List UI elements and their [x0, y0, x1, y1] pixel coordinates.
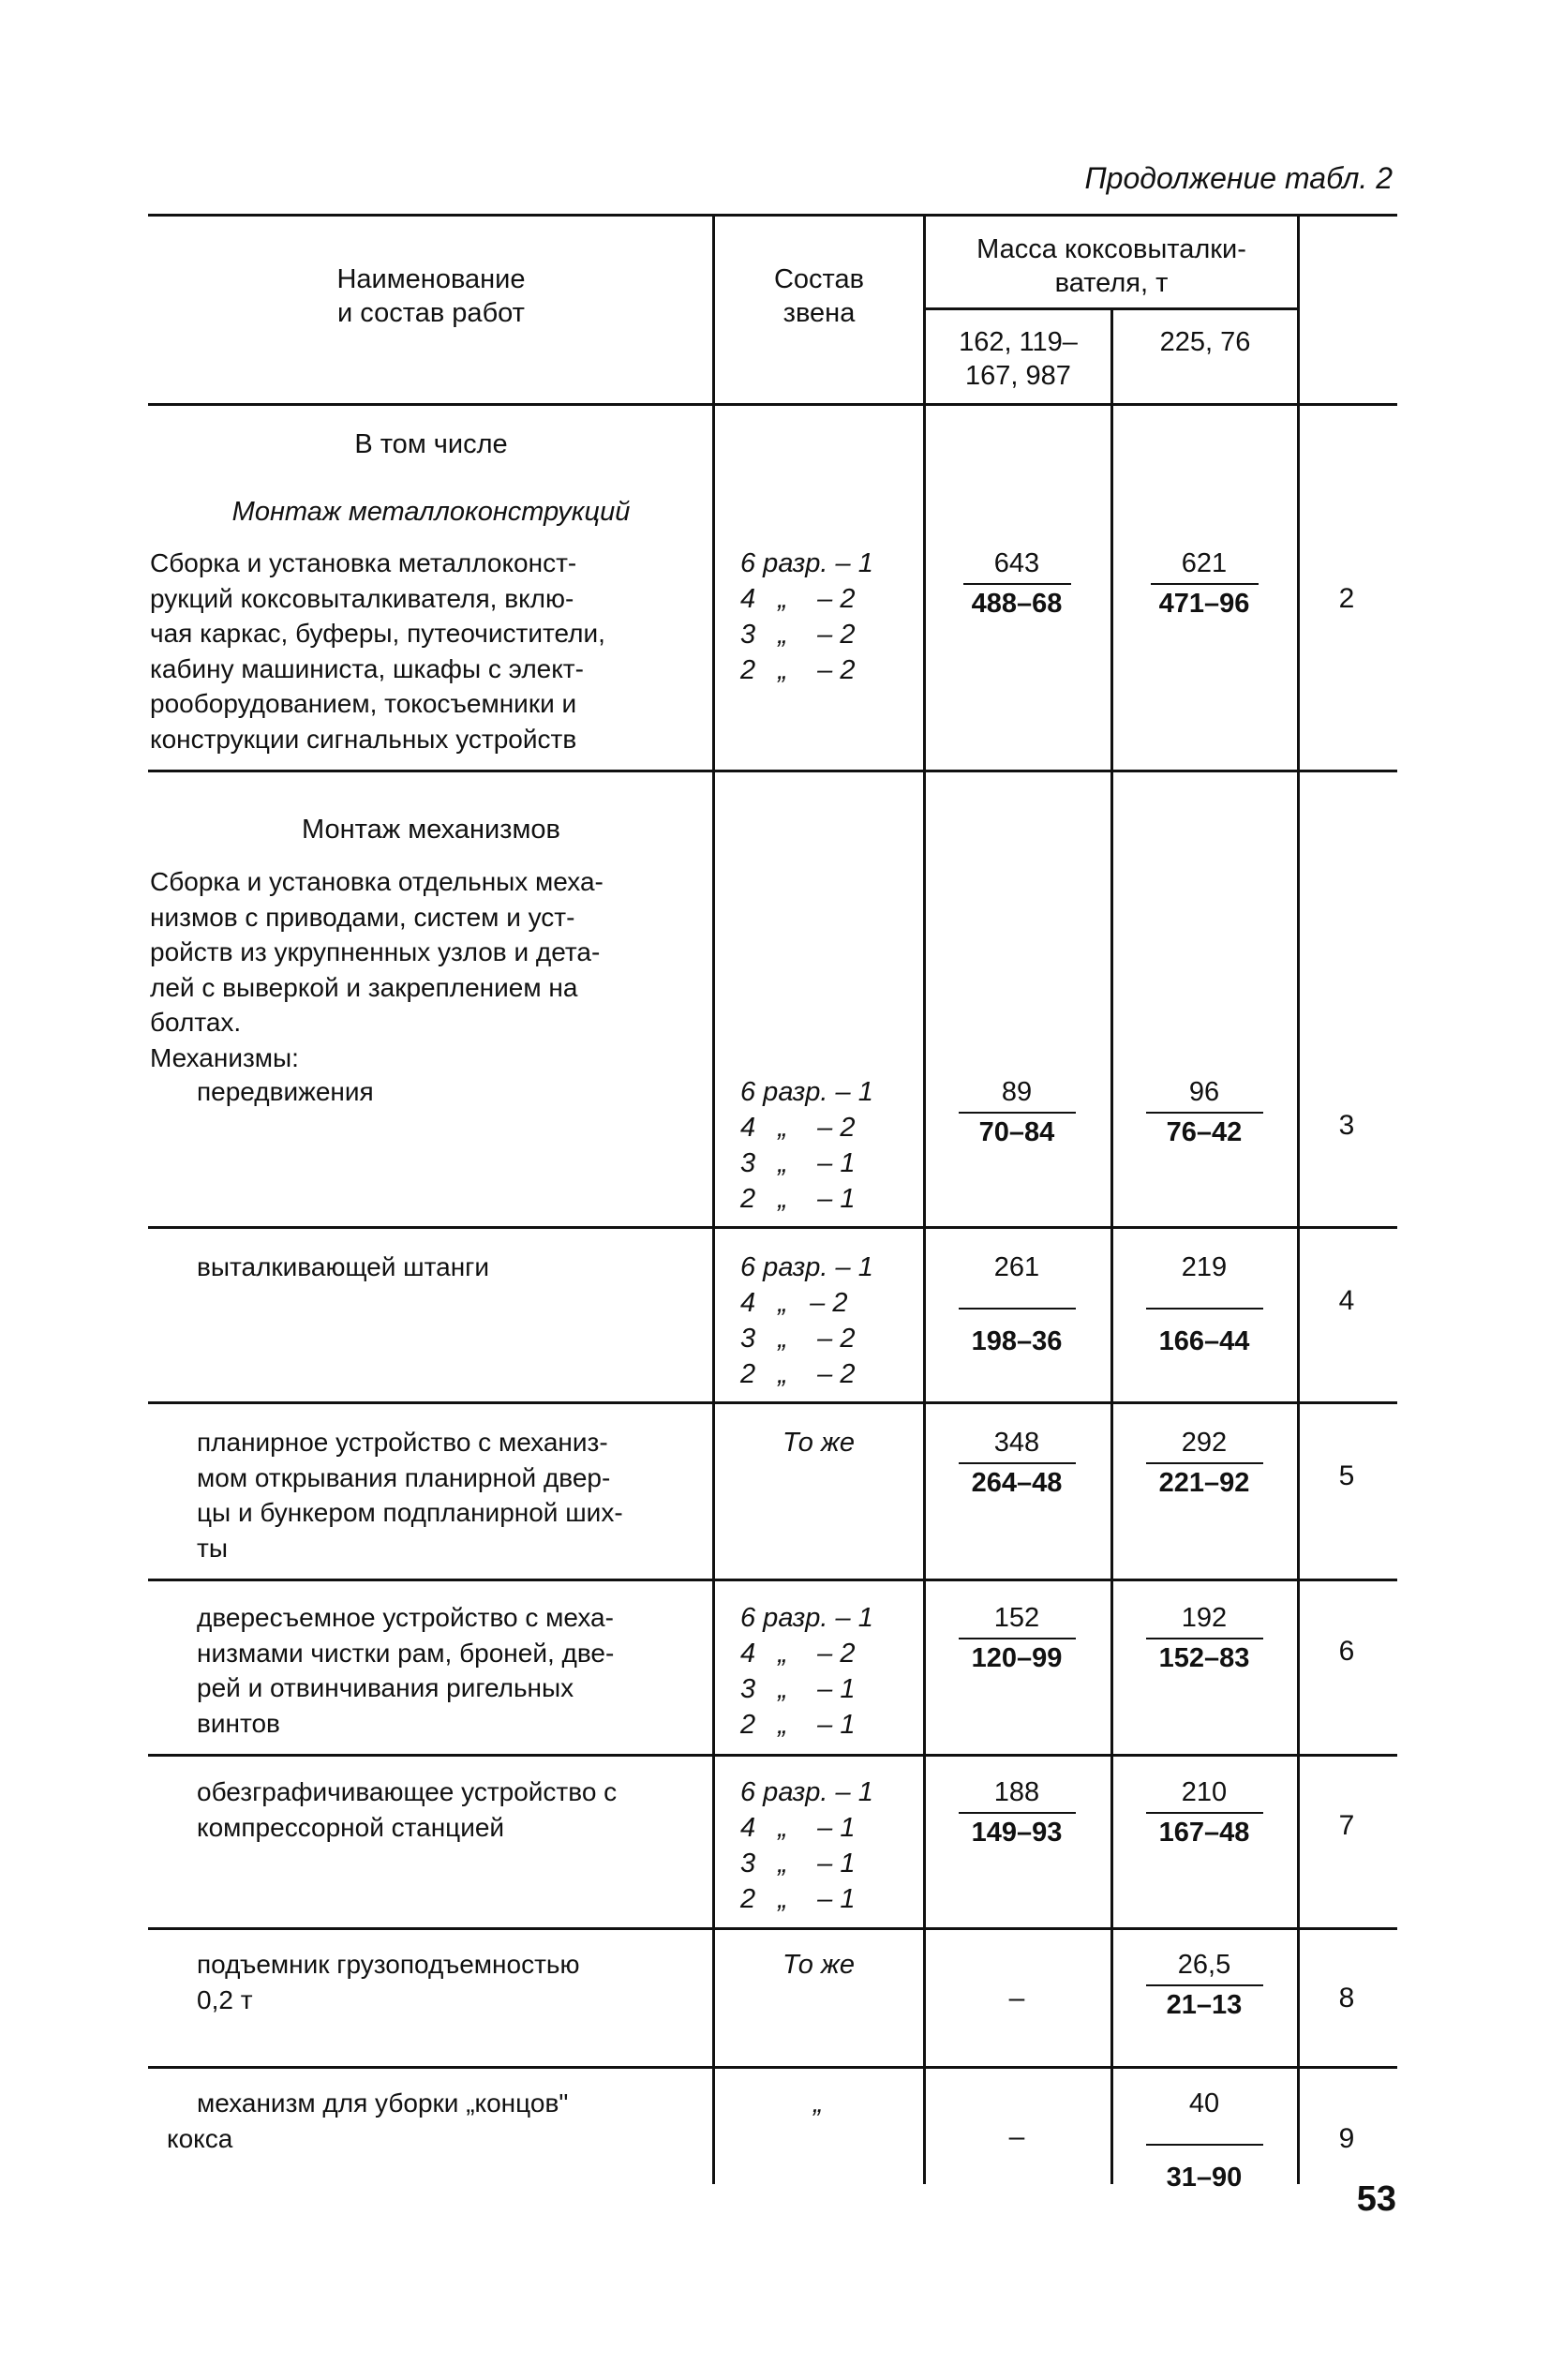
row-4-mass-b-labor: 221–92 [1158, 1468, 1250, 1498]
row-4-mass-a [942, 1425, 1092, 1500]
header-mass-225: 225, 76 [1159, 327, 1251, 357]
row-8-mass-b-value: 40 [1188, 2088, 1220, 2118]
table-continuation-caption: Продолжение табл. 2 [1084, 161, 1393, 195]
row-4-mass-b [1129, 1425, 1279, 1500]
row-2-mass-b-labor: 76–42 [1166, 1117, 1243, 1147]
row-3-mass-a [942, 1250, 1092, 1358]
row-5-number: 6 [1338, 1636, 1355, 1667]
row-2-mass-a-labor: 70–84 [978, 1117, 1055, 1147]
row-2-mass-a [942, 1074, 1092, 1149]
row-2-number: 3 [1338, 1110, 1355, 1141]
row-2-description: Сборка и установка отдельных меха- низмов с приводами, систем и уст- ройств из укрупненных узлов и дета- лей с выверкой и закреплением на болтах. [150, 867, 604, 1037]
header-mass-column: Масса коксовыталки- вателя, т [976, 234, 1246, 298]
row-2-mechanisms-label: Механизмы: [150, 1043, 299, 1072]
row-8-item: механизм для уборки „концов" кокса [167, 2088, 569, 2153]
header-bottom-rule [148, 403, 1397, 406]
row-1-crew: 6 разр. – 1 4 „ – 2 3 „ – 2 2 „ – 2 [740, 548, 873, 685]
row-rule-6 [148, 1927, 1397, 1930]
row-6-mass-a-labor: 149–93 [971, 1818, 1063, 1848]
row-1-mass-b-labor: 471–96 [1158, 589, 1250, 619]
col-rule-4 [1297, 214, 1300, 2184]
row-4-mass-a-value: 348 [993, 1428, 1040, 1458]
row-4-mass-b-value: 292 [1181, 1428, 1228, 1458]
row-4-item: планирное устройство с механиз- мом открывания планирной двер- цы и бункером подпланирной ших- ты [197, 1428, 623, 1563]
row-2-item: передвижения [197, 1077, 374, 1106]
row-8-crew: „ [813, 2088, 823, 2118]
col-rule-1 [712, 214, 715, 2184]
row-rule-3 [148, 1401, 1397, 1404]
header-crew-column: Состав звена [773, 264, 865, 328]
row-3-mass-a-labor: 198–36 [971, 1326, 1063, 1356]
row-3-number: 4 [1338, 1285, 1355, 1316]
row-1-mass-b [1129, 546, 1279, 621]
row-7-crew: То же [782, 1950, 856, 1980]
row-1-mass-a-value: 643 [993, 548, 1040, 578]
row-2-mass-b-value: 96 [1188, 1077, 1220, 1107]
row-6-item: обезграфичивающее устройство с компрессорной станцией [197, 1777, 618, 1842]
row-1-description: Сборка и установка металлоконст- рукций коксовыталкивателя, вклю- чая каркас, буферы, путеочистители, кабину машиниста, шкафы с элект- рооборудованием, токосъемники и конструкции сигнальных устройств [150, 548, 605, 754]
row-1-mass-a [942, 546, 1092, 621]
row-5-mass-a [942, 1600, 1092, 1675]
row-2-crew: 6 разр. – 1 4 „ – 2 3 „ – 1 2 „ – 1 [740, 1077, 873, 1214]
header-mass-162: 162, 119– 167, 987 [959, 327, 1078, 391]
row-rule-7 [148, 2066, 1397, 2069]
row-3-crew: 6 разр. – 1 4 „ – 2 3 „ – 2 2 „ – 2 [740, 1252, 873, 1389]
row-8-mass-a-dash: – [1008, 2121, 1025, 2152]
row-5-mass-a-value: 152 [993, 1603, 1040, 1633]
row-3-item: выталкивающей штанги [197, 1252, 490, 1281]
col-rule-3 [1110, 307, 1113, 2184]
row-1-mass-a-labor: 488–68 [971, 589, 1063, 619]
section-mechanisms: Монтаж механизмов [302, 815, 560, 845]
row-1-number: 2 [1338, 583, 1355, 614]
row-3-mass-b-value: 219 [1181, 1252, 1228, 1282]
row-6-mass-a-value: 188 [993, 1777, 1040, 1807]
row-3-mass-a-value: 261 [993, 1252, 1040, 1282]
row-7-mass-b [1129, 1947, 1279, 2022]
section-metal-structures: Монтаж металлоконструкций [231, 497, 631, 527]
row-4-crew: То же [782, 1428, 856, 1458]
row-7-mass-b-labor: 21–13 [1166, 1990, 1243, 2020]
row-3-mass-b-labor: 166–44 [1158, 1326, 1250, 1356]
row-2-mass-a-value: 89 [1001, 1077, 1033, 1107]
row-5-mass-b [1129, 1600, 1279, 1675]
row-1-mass-b-value: 621 [1181, 548, 1228, 578]
section-including: В том числе [354, 429, 508, 459]
table-top-rule [148, 214, 1397, 217]
row-8-number: 9 [1338, 2123, 1355, 2154]
col-rule-2 [923, 214, 926, 2184]
row-7-mass-b-value: 26,5 [1177, 1950, 1231, 1980]
row-4-number: 5 [1338, 1460, 1355, 1491]
row-5-crew: 6 разр. – 1 4 „ – 2 3 „ – 1 2 „ – 1 [740, 1603, 873, 1740]
row-6-number: 7 [1338, 1810, 1355, 1841]
row-rule-5 [148, 1754, 1397, 1757]
row-6-crew: 6 разр. – 1 4 „ – 1 3 „ – 1 2 „ – 1 [740, 1777, 873, 1914]
row-rule-4 [148, 1579, 1397, 1581]
row-2-mass-b [1129, 1074, 1279, 1149]
row-5-mass-b-value: 192 [1181, 1603, 1228, 1633]
row-6-mass-a [942, 1774, 1092, 1849]
header-name-column: Наименование и состав работ [336, 264, 526, 328]
row-4-mass-a-labor: 264–48 [971, 1468, 1063, 1498]
row-5-mass-b-labor: 152–83 [1158, 1643, 1250, 1673]
row-8-mass-b [1129, 2086, 1279, 2194]
row-7-mass-a-dash: – [1008, 1983, 1025, 2013]
row-rule-1 [148, 770, 1397, 772]
row-7-item: подъемник грузоподъемностью 0,2 т [197, 1950, 580, 2014]
row-5-mass-a-labor: 120–99 [971, 1643, 1063, 1673]
row-5-item: двересъемное устройство с меха- низмами чистки рам, броней, две- рей и отвинчивания ригельных винтов [197, 1603, 615, 1738]
page-number: 53 [1356, 2179, 1396, 2219]
row-7-number: 8 [1338, 1983, 1355, 2013]
row-8-mass-b-labor: 31–90 [1166, 2163, 1243, 2193]
row-6-mass-b-labor: 167–48 [1158, 1818, 1250, 1848]
row-3-mass-b [1129, 1250, 1279, 1358]
row-6-mass-b-value: 210 [1181, 1777, 1228, 1807]
row-rule-2 [148, 1226, 1397, 1229]
row-6-mass-b [1129, 1774, 1279, 1849]
